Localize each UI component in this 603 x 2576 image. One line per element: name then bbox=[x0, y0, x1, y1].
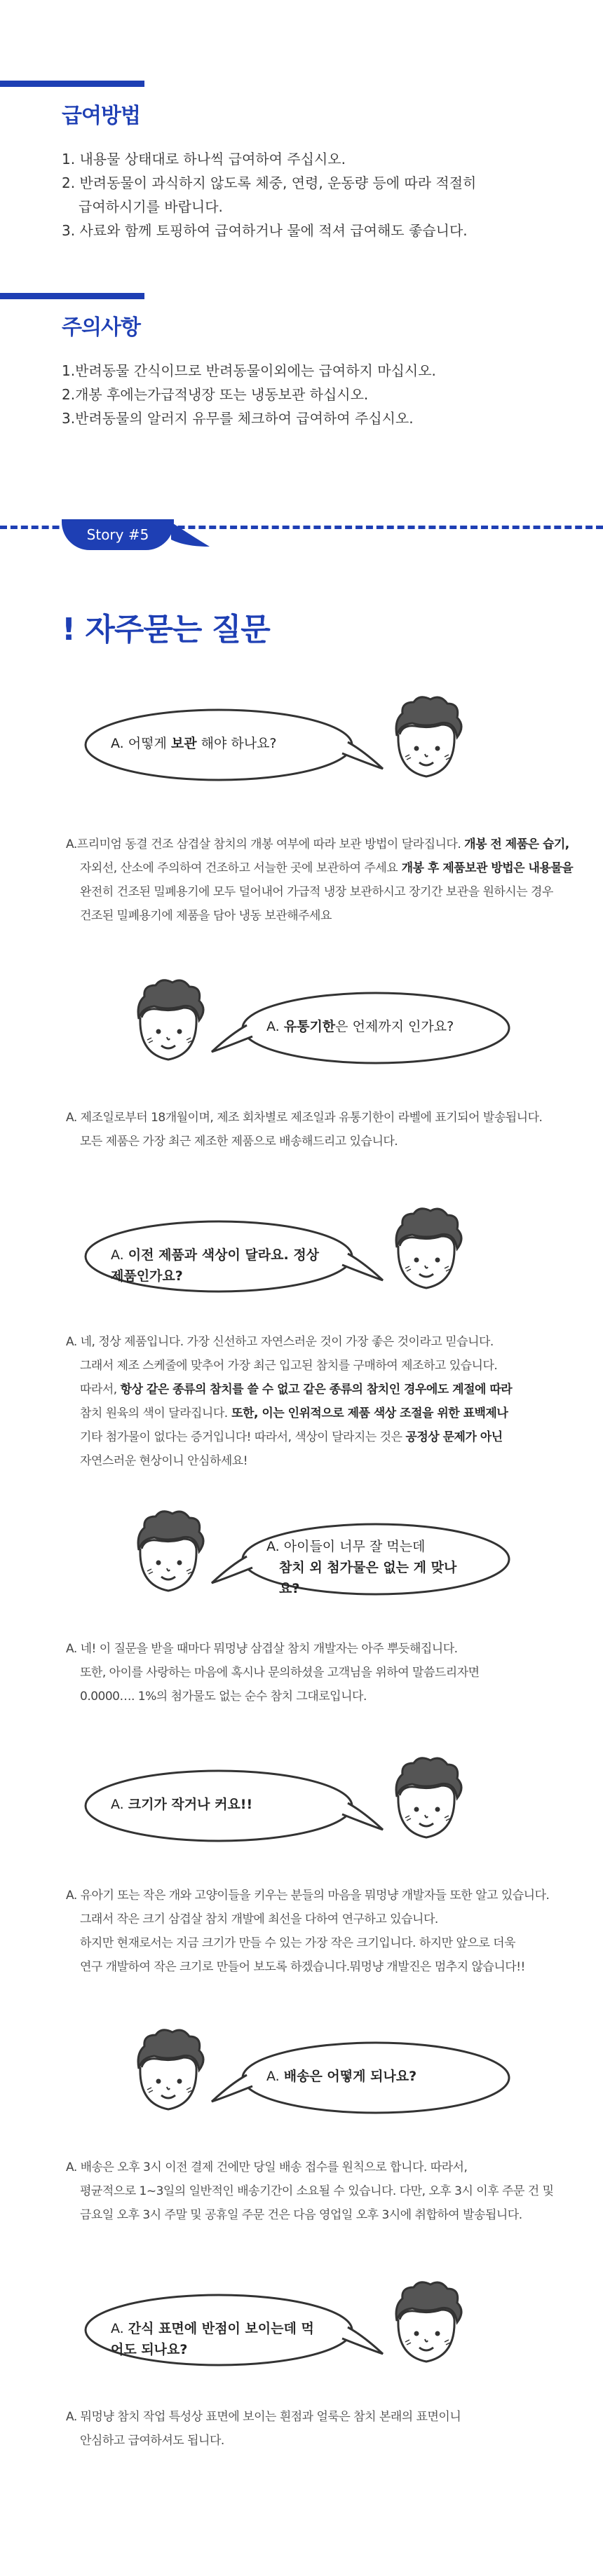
answer-line bbox=[66, 1955, 578, 1979]
question-text-part: A. bbox=[111, 1247, 128, 1263]
question-text bbox=[111, 2318, 321, 2360]
question-text-part: A. bbox=[111, 1797, 128, 1812]
answer-block bbox=[66, 2405, 578, 2453]
answer-line bbox=[66, 1330, 578, 1354]
answer-line bbox=[66, 1425, 578, 1449]
answer-block bbox=[66, 1884, 578, 1979]
answer-emphasis: 공정상 문제가 아닌 bbox=[405, 1430, 503, 1444]
answer-text: 자외선, 산소에 주의하여 건조하고 서늘한 곳에 보관하여 주세요 bbox=[80, 861, 398, 875]
story-tag: Story #5 bbox=[62, 519, 174, 550]
question-emphasis: 배송은 어떻게 되나요? bbox=[283, 2069, 417, 2084]
answer-line bbox=[66, 2156, 578, 2179]
question-emphasis: 참치 외 첨가물은 없는 게 맞나요? bbox=[279, 1560, 457, 1596]
answer-text: 금요일 오후 3시 주말 및 공휴일 주문 건은 다음 영업일 오후 3시에 취합하여 발송됩니다. bbox=[80, 2208, 522, 2222]
caution-list bbox=[62, 359, 567, 430]
answer-line bbox=[66, 1661, 578, 1685]
answer-line bbox=[66, 2405, 578, 2429]
answer-text: 하지만 현재로서는 지금 크기가 만들 수 있는 가장 작은 크기입니다. 하지만 앞으로 더욱 bbox=[80, 1936, 516, 1950]
question-emphasis: 간식 표면에 반점이 보이는데 먹어도 되나요? bbox=[111, 2321, 314, 2357]
answer-text: 평균적으로 1~3일의 일반적인 배송기간이 소요될 수 있습니다. 다만, 오후 3시 이후 주문 건 및 bbox=[80, 2184, 554, 2198]
story-tail-icon bbox=[171, 522, 213, 550]
answer-text: A. 뭐멍냥 참치 작업 특성상 표면에 보이는 흰점과 얼룩은 참치 본래의 표면이니 bbox=[66, 2410, 461, 2424]
answer-line bbox=[66, 1637, 578, 1661]
answer-emphasis: 또한, 이는 인위적으로 제품 색상 조절을 위한 표백제나 bbox=[227, 1406, 508, 1420]
answer-emphasis: 개봉 후 제품보관 방법은 내용물을 bbox=[398, 861, 574, 875]
answer-line bbox=[66, 2179, 578, 2203]
answer-line bbox=[66, 880, 578, 904]
answer-emphasis: 개봉 전 제품은 습기, bbox=[464, 837, 569, 851]
answer-line bbox=[66, 833, 578, 856]
answer-text: A. 배송은 오후 3시 이전 결제 건에만 당일 배송 접수를 원칙으로 합니다. 따라서, bbox=[66, 2160, 468, 2174]
method-title: 급여방법 bbox=[62, 104, 140, 128]
answer-text: 완전히 건조된 밀폐용기에 모두 덜어내어 가급적 냉장 보관하시고 장기간 보관을 원하시는 경우 bbox=[80, 885, 553, 899]
answer-text: 기타 첨가물이 없다는 증거입니다! 따라서, 색상이 달라지는 것은 bbox=[80, 1430, 406, 1444]
answer-line bbox=[66, 1106, 578, 1130]
question-text bbox=[266, 2066, 477, 2087]
question-text bbox=[266, 1016, 477, 1037]
answer-text: A. 유아기 또는 작은 개와 고양이들을 키우는 분들의 마음을 뭐멍냥 개발자들 또한 알고 있습니다. bbox=[66, 1889, 550, 1903]
answer-line bbox=[66, 1449, 578, 1473]
answer-block bbox=[66, 833, 578, 928]
section-accent-bar bbox=[0, 293, 144, 299]
answer-text: A. 제조일로부터 18개월이며, 제조 회차별로 제조일과 유통기한이 라벨에 표기되어 발송됩니다. bbox=[66, 1111, 543, 1125]
question-emphasis: 이전 제품과 색상이 달라요. 정상 제품인가요? bbox=[111, 1247, 320, 1284]
answer-text: 건조된 밀폐용기에 제품을 담아 냉동 보관해주세요 bbox=[80, 909, 332, 923]
answer-block bbox=[66, 2156, 578, 2227]
question-emphasis: 보관 bbox=[170, 736, 197, 751]
answer-emphasis: 항상 같은 종류의 참치를 쓸 수 없고 같은 종류의 참치인 경우에도 계절에 따라 bbox=[120, 1383, 513, 1397]
question-text bbox=[111, 733, 321, 754]
answer-line bbox=[66, 904, 578, 928]
cartoon-face-icon bbox=[384, 692, 468, 786]
answer-text: A.프리미엄 동결 건조 삼겹살 참치의 개봉 여부에 따라 보관 방법이 달라집니다. bbox=[66, 837, 465, 851]
answer-line bbox=[66, 1402, 578, 1425]
question-line: A. 아이들이 너무 잘 먹는데 bbox=[266, 1539, 426, 1554]
question-text-part: 해야 하나요? bbox=[196, 736, 277, 751]
cartoon-face-icon bbox=[126, 1507, 210, 1601]
answer-text: 참치 원육의 색이 달라집니다. bbox=[80, 1406, 228, 1420]
cartoon-face-icon bbox=[126, 2025, 210, 2119]
question-text-part: 은 언제까지 인가요? bbox=[335, 1019, 454, 1034]
question-text-part: A. 어떻게 bbox=[111, 736, 171, 751]
question-text bbox=[266, 1536, 477, 1599]
answer-line bbox=[66, 1884, 578, 1907]
answer-text: 자연스러운 현상이니 안심하세요! bbox=[80, 1454, 248, 1468]
list-item: 급여하시기를 바랍니다. bbox=[79, 198, 223, 215]
question-text-part: A. bbox=[266, 2069, 284, 2084]
question-text-part: A. bbox=[266, 1019, 284, 1034]
answer-text: 0.0000…. 1%의 첨가물도 없는 순수 참치 그대로입니다. bbox=[80, 1690, 367, 1704]
answer-text: A. 네, 정상 제품입니다. 가장 신선하고 자연스러운 것이 가장 좋은 것이라고 믿습니다. bbox=[66, 1335, 494, 1349]
answer-line bbox=[66, 1130, 578, 1153]
answer-line bbox=[66, 2203, 578, 2227]
answer-text: 모든 제품은 가장 최근 제조한 제품으로 배송해드리고 있습니다. bbox=[80, 1135, 398, 1149]
method-list bbox=[62, 147, 567, 242]
answer-block bbox=[66, 1330, 578, 1473]
question-text-part: A. bbox=[111, 2321, 128, 2336]
question-emphasis: 크기가 작거나 커요!! bbox=[128, 1797, 253, 1812]
answer-block bbox=[66, 1106, 578, 1153]
answer-text: 안심하고 급여하셔도 됩니다. bbox=[80, 2434, 224, 2448]
cartoon-face-icon bbox=[384, 1204, 468, 1298]
section-accent-bar bbox=[0, 81, 144, 87]
list-item: 3.반려동물의 알러지 유무를 체크하여 급여하여 주십시오. bbox=[62, 410, 414, 427]
answer-text: 따라서, bbox=[80, 1383, 121, 1397]
answer-line bbox=[66, 1907, 578, 1931]
caution-title: 주의사항 bbox=[62, 315, 140, 340]
answer-text: 또한, 아이를 사랑하는 마음에 혹시나 문의하셨을 고객님을 위하여 말씀드리자면 bbox=[80, 1666, 480, 1680]
answer-text: 그래서 작은 크기 삼겹살 참치 개발에 최선을 다하여 연구하고 있습니다. bbox=[80, 1912, 438, 1926]
answer-text: 연구 개발하여 작은 크기로 만들어 보도록 하겠습니다.뭐멍냥 개발진은 멈추지 않습니다!! bbox=[80, 1960, 525, 1974]
question-emphasis: 유통기한 bbox=[283, 1019, 336, 1034]
list-item: 2.개봉 후에는가급적냉장 또는 냉동보관 하십시오. bbox=[62, 386, 369, 403]
answer-line bbox=[66, 1685, 578, 1708]
faq-title: ! 자주묻는 질문 bbox=[62, 612, 270, 648]
list-item: 1. 내용물 상태대로 하나씩 급여하여 주십시오. bbox=[62, 151, 346, 167]
cartoon-face-icon bbox=[126, 975, 210, 1069]
answer-text: 그래서 제조 스케줄에 맞추어 가장 최근 입고된 참치를 구매하여 제조하고 있습니다. bbox=[80, 1359, 498, 1373]
answer-line bbox=[66, 856, 578, 880]
list-item: 2. 반려동물이 과식하지 않도록 체중, 연령, 운동량 등에 따라 적절히 bbox=[62, 174, 477, 191]
answer-text: A. 네! 이 질문을 받을 때마다 뭐멍냥 삼겹살 참치 개발자는 아주 뿌듯해집니다. bbox=[66, 1642, 458, 1656]
answer-line bbox=[66, 1354, 578, 1378]
list-item: 1.반려동물 간식이므로 반려동물이외에는 급여하지 마십시오. bbox=[62, 362, 436, 379]
question-text bbox=[111, 1245, 321, 1287]
question-text bbox=[111, 1794, 321, 1815]
answer-line bbox=[66, 2429, 578, 2453]
answer-block bbox=[66, 1637, 578, 1708]
answer-line bbox=[66, 1931, 578, 1955]
answer-line bbox=[66, 1378, 578, 1402]
list-item: 3. 사료와 함께 토핑하여 급여하거나 물에 적셔 급여해도 좋습니다. bbox=[62, 222, 468, 239]
cartoon-face-icon bbox=[384, 2277, 468, 2371]
cartoon-face-icon bbox=[384, 1753, 468, 1847]
